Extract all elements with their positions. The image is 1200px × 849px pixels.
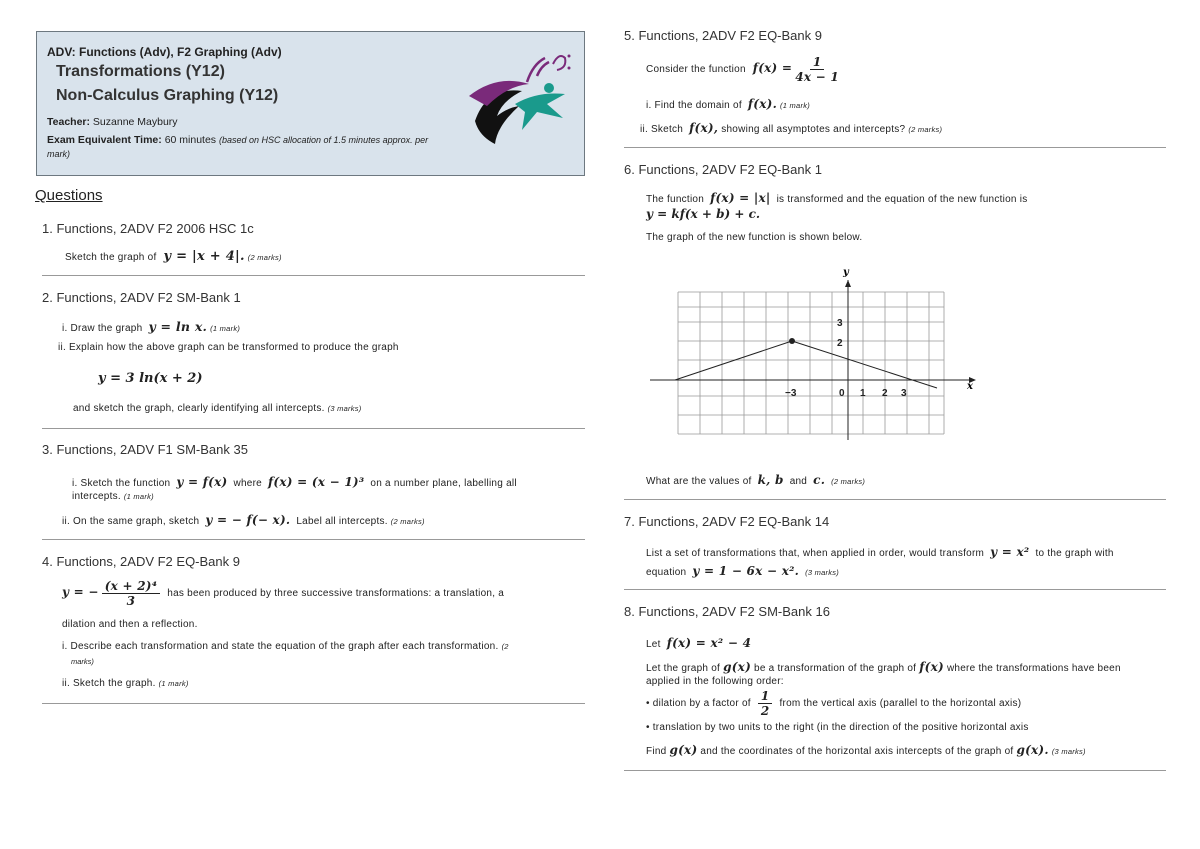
graph-line-left: [675, 341, 792, 380]
graph-grid: [678, 292, 944, 434]
q3-title: 3. Functions, 2ADV F1 SM-Bank 35: [42, 442, 248, 457]
q1-line: [65, 249, 282, 264]
exam-time-line: [47, 134, 428, 146]
q3-i-math2: f(x) = (x − 1)³: [268, 475, 365, 489]
tick-label-x: 1: [860, 388, 866, 399]
exam-time-note: (based on HSC allocation of 1.5 minutes approx. per: [218, 135, 429, 145]
teacher-name: Suzanne Maybury: [92, 116, 178, 128]
q7-marks: (3 marks): [805, 568, 840, 577]
q5-frac-num: 1: [810, 56, 825, 70]
q7-math1: y = x²: [990, 545, 1030, 559]
q3-i-where: where: [233, 478, 262, 489]
q8-bullet2: • translation by two units to the right (in the direction of the positive horizontal axis: [646, 722, 1029, 733]
q4-i-line: [62, 641, 509, 652]
divider: [624, 499, 1166, 500]
q6-line: [646, 191, 1027, 205]
q8-text2: applied in the following order:: [646, 676, 784, 687]
q8-math-g: g(x): [723, 660, 751, 674]
q7-title: 7. Functions, 2ADV F2 EQ-Bank 14: [624, 514, 830, 529]
tick-label-x: −3: [785, 388, 797, 399]
exam-time-value: 60 minutes: [164, 134, 217, 146]
q1-text: Sketch the graph of: [65, 252, 157, 263]
q8-b1: • dilation by a factor of: [646, 698, 751, 710]
y-axis-arrow: [845, 280, 851, 287]
q7-math2: y = 1 − 6x − x².: [692, 564, 800, 578]
q4-frac-den: 3: [126, 594, 136, 608]
q3-i-math1: y = f(x): [176, 475, 228, 489]
title-transformations: Transformations (Y12): [56, 63, 225, 80]
q6-q-c: c.: [813, 473, 826, 487]
tick-label-y: 3: [837, 318, 843, 329]
q2-ii-line2: [73, 403, 362, 414]
q8-find-line: [646, 743, 1086, 757]
q8-line1: [646, 660, 1121, 674]
q8-b1b: from the vertical axis (parallel to the horizontal axis): [779, 698, 1022, 710]
q5-ii-text2: showing all asymptotes and intercepts?: [721, 124, 906, 135]
q8-text1c: where the transformations have been: [946, 663, 1121, 674]
divider: [624, 589, 1166, 590]
q5-ii-line: [640, 121, 942, 135]
q3-i-line: [72, 475, 517, 489]
q6-math2: y = kf(x + b) + c.: [646, 207, 761, 221]
q8-let: Let: [646, 639, 661, 650]
q3-i-text: i. Sketch the function: [72, 478, 171, 489]
q4-ii-marks: (1 mark): [158, 679, 189, 688]
q6-title: 6. Functions, 2ADV F2 EQ-Bank 1: [624, 162, 822, 177]
q3-ii-marks: (2 marks): [390, 517, 425, 526]
q8-text1b: be a transformation of the graph of: [754, 663, 917, 674]
q8-text1: Let the graph of: [646, 663, 721, 674]
q5-line: [646, 56, 839, 83]
q6-math1: f(x) = |x|: [710, 191, 771, 205]
q2-ii-text: ii. Explain how the above graph can be transformed to produce the graph: [58, 342, 399, 353]
q5-i-line: [646, 97, 810, 111]
q5-i-text: i. Find the domain of: [646, 100, 742, 111]
q8-title: 8. Functions, 2ADV F2 SM-Bank 16: [624, 604, 830, 619]
q8-frac-den: 2: [760, 704, 770, 718]
q6-q-vars: k, b: [757, 473, 784, 487]
q8-find-math2: g(x).: [1016, 743, 1049, 757]
q8-find-text: and the coordinates of the horizontal axis intercepts of the graph of: [700, 746, 1014, 757]
q2-i-marks: (1 mark): [210, 324, 241, 333]
q5-ii-math: f(x),: [689, 121, 719, 135]
q6-text: The function: [646, 194, 705, 205]
divider: [42, 428, 585, 429]
divider: [624, 770, 1166, 771]
divider: [624, 147, 1166, 148]
q5-fraction: [795, 56, 839, 83]
q8-find-math: g(x): [669, 743, 698, 757]
q7-line: [646, 545, 1114, 559]
q3-i-text3: intercepts.: [72, 491, 121, 502]
exam-time-label: Exam Equivalent Time:: [47, 134, 162, 146]
divider: [42, 703, 585, 704]
tick-label-x: 2: [882, 388, 888, 399]
q6-text3: The graph of the new function is shown below.: [646, 232, 863, 243]
q1-math: y = |x + 4|.: [163, 249, 245, 264]
tick-label-x: 3: [901, 388, 907, 399]
divider: [42, 539, 585, 540]
q7-text2: to the graph with: [1035, 548, 1114, 559]
y-axis-label: y: [843, 267, 849, 278]
q3-ii-math: y = − f(− x).: [205, 513, 291, 527]
q2-i-math: y = ln x.: [148, 319, 208, 334]
q2-ii-math: y = 3 ln(x + 2): [98, 371, 203, 386]
q5-title: 5. Functions, 2ADV F2 EQ-Bank 9: [624, 28, 822, 43]
q2-i-text: i. Draw the graph: [62, 323, 143, 334]
q3-i-line2: [72, 491, 154, 502]
q7-text3: equation: [646, 567, 687, 578]
q4-math-lhs: y = −: [62, 585, 99, 600]
q8-let-line: [646, 636, 751, 650]
q5-math-lhs: f(x) =: [752, 61, 793, 76]
q6-graph: [645, 262, 985, 442]
q8-math-f: f(x): [919, 660, 944, 674]
q3-ii-line: [62, 513, 425, 527]
q5-ii-text: ii. Sketch: [640, 124, 684, 135]
q6-marks: (2 marks): [831, 477, 866, 486]
exam-time-note-2: mark): [47, 149, 70, 159]
q6-text2: is transformed and the equation of the new function is: [776, 194, 1028, 205]
q3-ii-text2: Label all intercepts.: [296, 516, 388, 527]
header-box: [36, 31, 585, 176]
teacher-line: [47, 116, 178, 128]
q7-text: List a set of transformations that, when applied in order, would transform: [646, 548, 985, 559]
q4-frac-num: (x + 2)⁴: [102, 580, 161, 594]
q8-fraction: [758, 690, 773, 717]
q4-text2: dilation and then a reflection.: [62, 619, 198, 630]
q8-math1: f(x) = x² − 4: [666, 636, 752, 650]
q3-ii-text: ii. On the same graph, sketch: [62, 516, 200, 527]
q2-title: 2. Functions, 2ADV F2 SM-Bank 1: [42, 290, 241, 305]
q3-i-marks: (1 mark): [123, 492, 154, 501]
q5-i-marks: (1 mark): [780, 101, 810, 110]
q5-text: Consider the function: [646, 64, 746, 76]
q8-bullet1: [646, 690, 1021, 717]
q5-frac-den: 4x − 1: [795, 70, 839, 84]
q4-text: has been produced by three successive transformations: a translation, a: [167, 588, 505, 600]
q7-line2: [646, 564, 839, 578]
q2-i-line: [62, 319, 240, 334]
q6-q-text: What are the values of: [646, 476, 752, 487]
q2-ii-marks: (3 marks): [327, 404, 362, 413]
q3-i-text2: on a number plane, labelling all: [370, 478, 517, 489]
q8-find: Find: [646, 746, 667, 757]
q4-line: [62, 580, 504, 607]
q4-ii-line: [62, 678, 189, 689]
school-logo: [467, 46, 572, 146]
graph-line-right: [792, 341, 937, 388]
q5-i-math: f(x).: [747, 97, 777, 111]
q8-frac-num: 1: [758, 690, 773, 704]
x-axis-label: x: [967, 381, 973, 392]
teacher-label: Teacher:: [47, 116, 90, 128]
divider: [42, 275, 585, 276]
q4-i-marks-2: marks): [71, 657, 94, 666]
q5-ii-marks: (2 marks): [908, 125, 943, 134]
q1-marks: (2 marks): [247, 253, 282, 262]
course-label: ADV: Functions (Adv), F2 Graphing (Adv): [47, 45, 282, 59]
q4-title: 4. Functions, 2ADV F2 EQ-Bank 9: [42, 554, 240, 569]
q4-i-marks: (2: [501, 642, 509, 651]
q4-fraction: [102, 580, 161, 607]
tick-label-x: 0: [839, 388, 845, 399]
tick-label-y: 2: [837, 338, 843, 349]
q6-question-line: [646, 473, 865, 487]
vertex-point: [789, 338, 795, 344]
q2-ii-text2: and sketch the graph, clearly identifying all intercepts.: [73, 403, 325, 414]
q4-ii-text: ii. Sketch the graph.: [62, 678, 156, 689]
questions-heading: Questions: [35, 187, 103, 204]
title-graphing: Non-Calculus Graphing (Y12): [56, 87, 279, 104]
q6-q-and: and: [789, 476, 808, 487]
q1-title: 1. Functions, 2ADV F2 2006 HSC 1c: [42, 221, 254, 236]
q8-marks: (3 marks): [1051, 747, 1086, 756]
q4-i-text: i. Describe each transformation and state the equation of the graph after each transformation.: [62, 641, 499, 652]
